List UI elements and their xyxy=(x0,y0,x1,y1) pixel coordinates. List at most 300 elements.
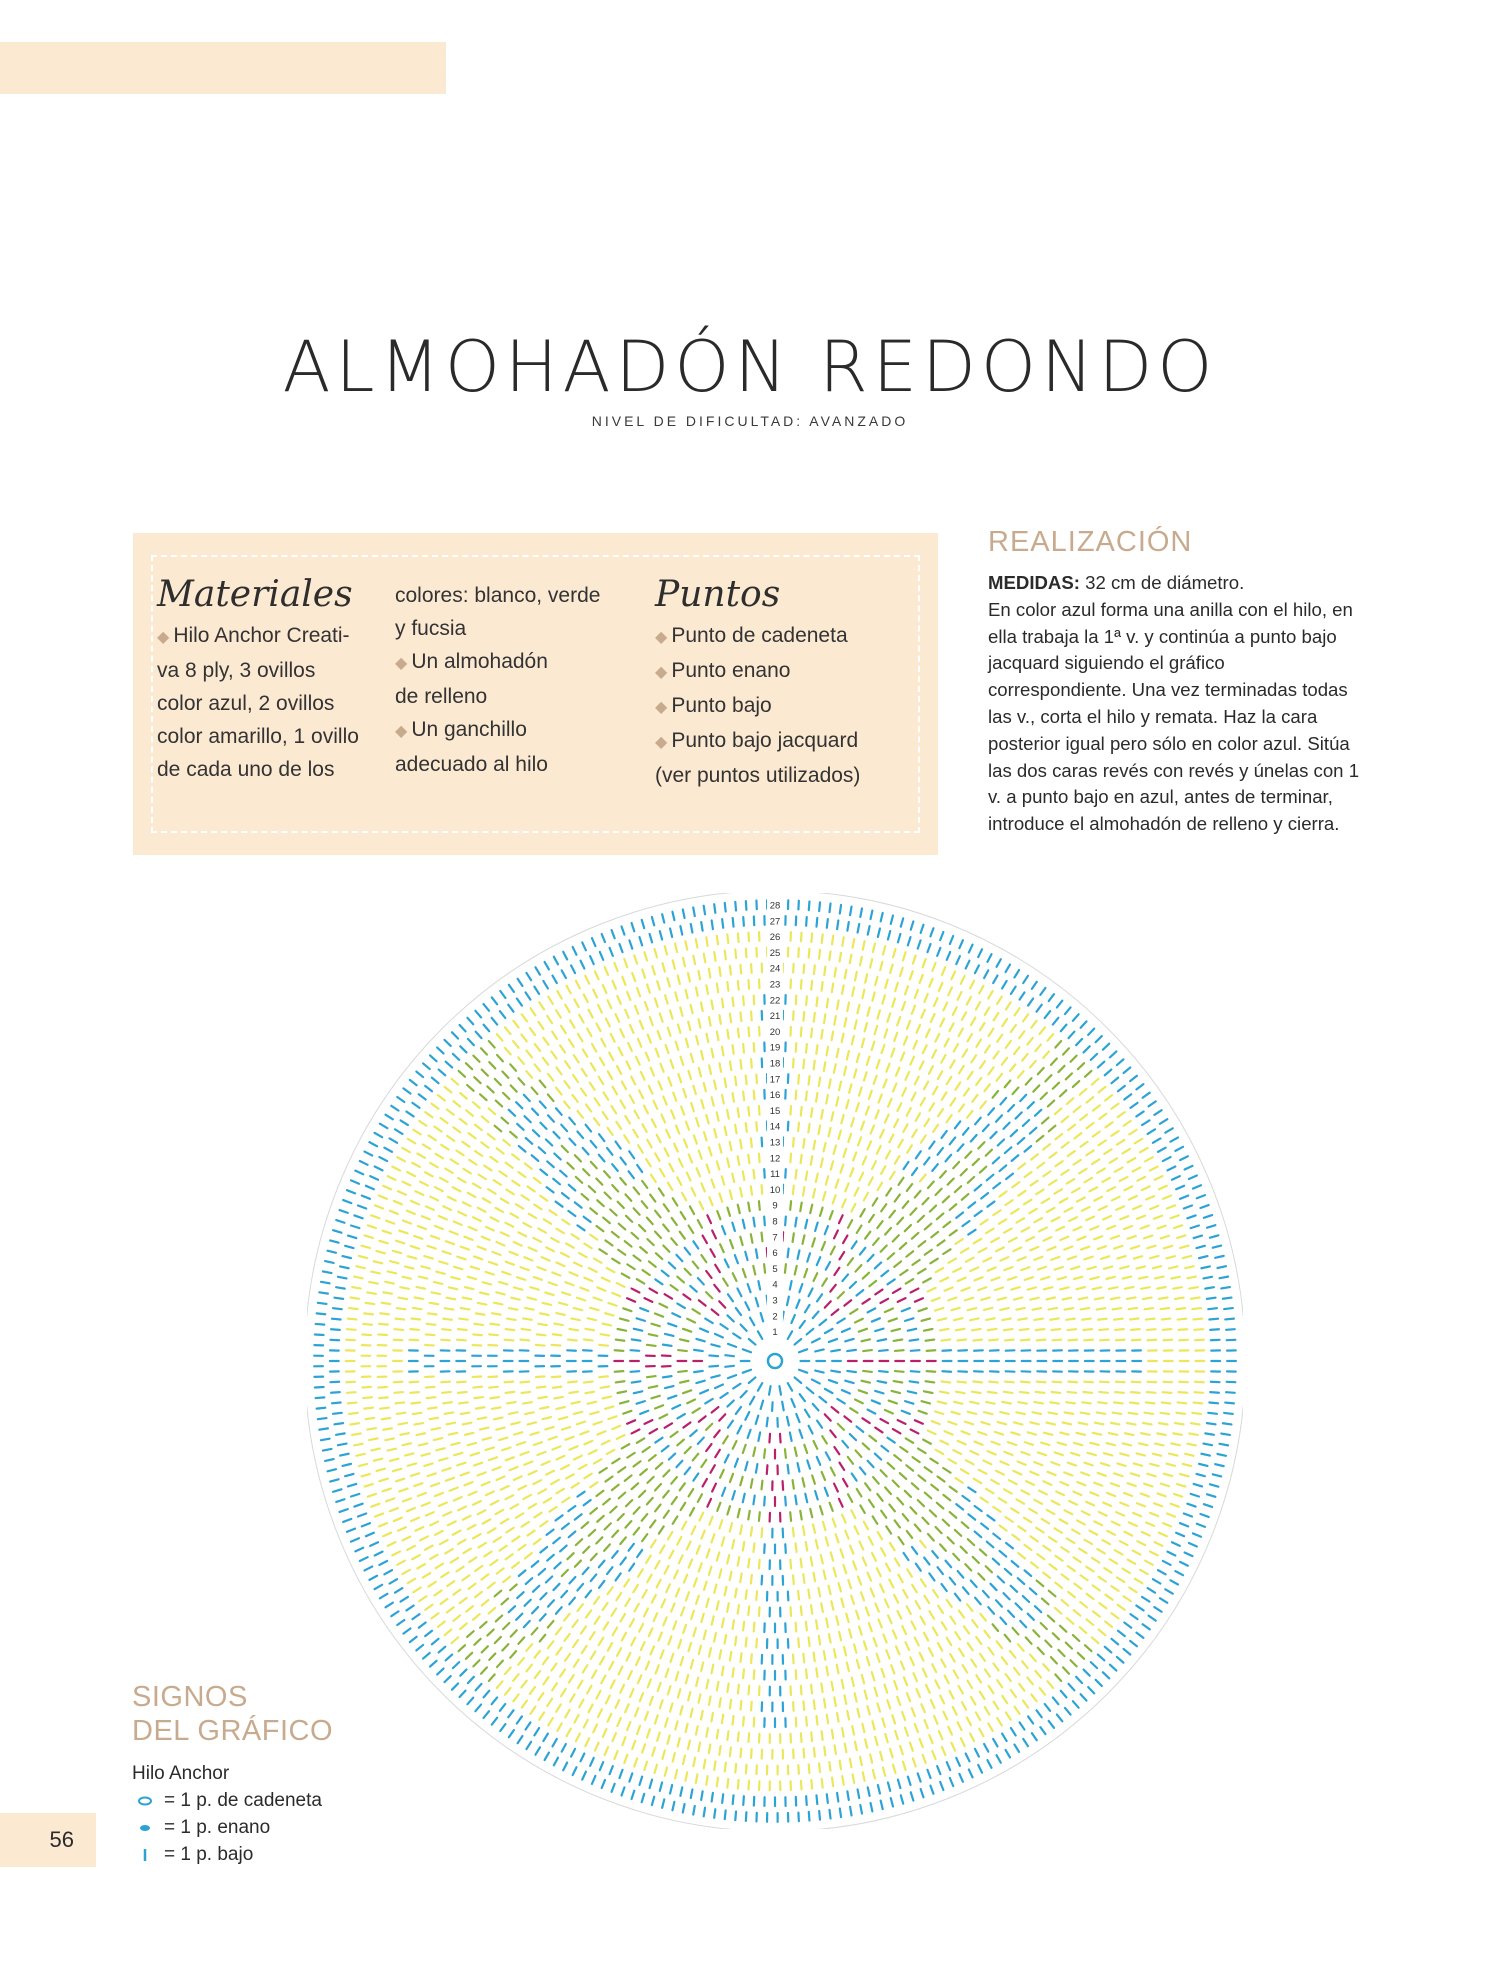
stitch-mark xyxy=(795,1377,802,1383)
stitch-mark xyxy=(888,1463,894,1469)
stitch-mark xyxy=(901,1661,904,1669)
stitch-mark xyxy=(788,1465,789,1474)
stitch-mark xyxy=(973,1340,982,1341)
stitch-mark xyxy=(500,1011,505,1018)
stitch-mark xyxy=(532,1155,539,1161)
stitch-mark xyxy=(719,1746,720,1755)
stitch-mark xyxy=(383,1231,391,1234)
stitch-mark xyxy=(712,1097,714,1105)
stitch-mark xyxy=(579,1015,583,1023)
stitch-mark xyxy=(1005,1382,1014,1383)
stitch-mark xyxy=(637,1165,642,1172)
stitch-mark xyxy=(540,1196,547,1201)
stitch-mark xyxy=(709,1648,711,1656)
stitch-mark xyxy=(622,977,625,985)
stitch-mark xyxy=(1164,1474,1172,1476)
stitch-mark xyxy=(441,1599,448,1604)
stitch-mark xyxy=(557,1456,565,1460)
stitch-mark xyxy=(1049,1564,1056,1569)
stitch-mark xyxy=(1042,1199,1049,1203)
stitch-mark xyxy=(1128,1560,1136,1564)
stitch-mark xyxy=(698,1494,702,1502)
stitch-mark xyxy=(933,1087,937,1094)
stitch-mark xyxy=(1180,1246,1188,1248)
stitch-mark xyxy=(447,1423,456,1425)
stitch-mark xyxy=(343,1256,351,1258)
stitch-mark xyxy=(741,1325,747,1331)
stitch-mark xyxy=(1032,1733,1037,1740)
stitch-mark xyxy=(826,1619,828,1628)
stitch-mark xyxy=(719,1698,720,1707)
stitch-mark xyxy=(632,923,635,931)
stitch-mark xyxy=(943,1222,950,1227)
stitch-mark xyxy=(830,1285,835,1292)
stitch-mark xyxy=(1104,1568,1111,1573)
stitch-mark xyxy=(584,1278,592,1281)
stitch-mark xyxy=(665,1334,673,1336)
stitch-mark xyxy=(706,1728,708,1737)
stitch-mark xyxy=(965,1152,971,1158)
stitch-mark xyxy=(998,1139,1004,1145)
stitch-mark xyxy=(832,1682,834,1691)
stitch-mark xyxy=(793,1059,794,1068)
stitch-mark xyxy=(840,905,841,914)
stitch-mark xyxy=(947,1077,952,1084)
stitch-mark xyxy=(868,1787,870,1795)
stitch-mark xyxy=(824,1747,825,1756)
stitch-mark xyxy=(347,1529,355,1532)
stitch-mark xyxy=(970,1402,979,1404)
stitch-mark xyxy=(896,1646,899,1654)
stitch-mark xyxy=(625,1521,631,1527)
stitch-mark xyxy=(767,1418,768,1427)
stitch-mark xyxy=(1139,1277,1147,1279)
stitch-mark xyxy=(733,1273,737,1281)
stitch-mark xyxy=(554,1397,563,1398)
stitch-mark xyxy=(879,1350,888,1351)
stitch-mark xyxy=(637,1318,645,1321)
stitch-mark xyxy=(867,1706,869,1714)
stitch-mark xyxy=(592,938,595,946)
stitch-mark xyxy=(838,1583,840,1591)
stitch-mark xyxy=(714,1285,719,1292)
stitch-mark xyxy=(1129,1588,1136,1593)
stitch-mark xyxy=(546,1139,552,1145)
stitch-mark xyxy=(732,1540,734,1548)
stitch-mark xyxy=(1076,1039,1082,1045)
stitch-mark xyxy=(1135,1579,1142,1583)
stitch-mark xyxy=(822,1472,825,1480)
stitch-mark xyxy=(1111,1236,1119,1239)
stitch-mark xyxy=(642,1181,647,1188)
stitch-mark xyxy=(1163,1561,1171,1565)
stitch-mark xyxy=(584,1217,591,1222)
stitch-mark xyxy=(975,1211,982,1216)
stitch-mark xyxy=(1107,1187,1115,1191)
stitch-mark xyxy=(1038,1068,1044,1074)
stitch-mark xyxy=(1049,1126,1056,1132)
stitch-mark xyxy=(727,1506,730,1514)
stitch-mark xyxy=(851,1118,854,1126)
stitch-mark xyxy=(883,1079,886,1087)
stitch-mark xyxy=(619,1048,623,1056)
stitch-mark xyxy=(626,1216,632,1222)
stitch-mark xyxy=(968,1177,974,1183)
stitch-mark xyxy=(391,1611,398,1616)
stitch-mark xyxy=(826,1262,830,1270)
stitch-mark xyxy=(589,1010,593,1018)
stitch-mark xyxy=(609,1662,613,1670)
stitch-mark xyxy=(457,1340,466,1341)
stitch-mark xyxy=(1056,1227,1064,1231)
stitch-mark xyxy=(1044,1433,1052,1435)
stitch-mark xyxy=(1069,1032,1075,1038)
stitch-mark xyxy=(518,1078,524,1084)
stitch-mark xyxy=(1077,1433,1085,1435)
stitch-mark xyxy=(1002,1019,1007,1026)
stitch-mark xyxy=(991,1277,999,1280)
stitch-mark xyxy=(1083,1392,1092,1393)
stitch-mark xyxy=(529,1504,536,1508)
stitch-mark xyxy=(733,997,734,1006)
stitch-mark xyxy=(894,1119,898,1127)
stitch-mark xyxy=(489,1654,495,1660)
stitch-mark xyxy=(693,1454,699,1461)
stitch-mark xyxy=(647,1498,653,1504)
stitch-mark xyxy=(379,1397,388,1398)
stitch-mark xyxy=(526,1665,531,1672)
materials-line: ◆ Un almohadón xyxy=(395,650,548,673)
stitch-mark xyxy=(1133,1167,1141,1171)
stitch-mark xyxy=(683,1294,690,1299)
stitch-mark xyxy=(803,1701,804,1710)
stitch-mark xyxy=(837,1793,838,1802)
stitch-mark xyxy=(924,1082,928,1090)
stitch-mark xyxy=(650,1697,653,1705)
stitch-mark xyxy=(1080,1627,1087,1633)
stitch-mark xyxy=(647,1218,653,1224)
stitch-mark xyxy=(443,1512,451,1516)
stitch-mark xyxy=(512,1154,519,1159)
stitch-mark xyxy=(397,1097,404,1102)
stitch-mark xyxy=(647,1575,651,1583)
stitch-mark xyxy=(460,1046,466,1052)
stitch-mark xyxy=(1043,1171,1050,1176)
stitch-mark xyxy=(463,1202,471,1206)
stitch-mark xyxy=(1030,1061,1036,1068)
stitch-mark xyxy=(557,1263,565,1267)
stitch-mark xyxy=(628,1671,632,1679)
stitch-mark xyxy=(453,1054,459,1060)
stitch-mark xyxy=(1139,1443,1147,1445)
stitch-mark xyxy=(748,1284,751,1292)
stitch-mark xyxy=(547,1016,552,1023)
stitch-mark xyxy=(655,1765,657,1773)
stitch-mark xyxy=(359,1464,367,1466)
stitch-mark xyxy=(492,1018,498,1025)
stitch-mark xyxy=(994,1013,999,1020)
stitch-mark xyxy=(1183,1464,1191,1466)
stitch-mark xyxy=(895,1350,904,1351)
stitch-mark xyxy=(1074,1160,1081,1165)
stitch-mark xyxy=(862,1675,864,1683)
stitch-mark xyxy=(980,1654,985,1661)
stitch-mark xyxy=(701,1711,703,1720)
stitch-mark xyxy=(877,1568,881,1576)
stitch-mark xyxy=(805,1305,810,1312)
stitch-mark xyxy=(384,1570,392,1574)
stitch-mark xyxy=(1068,1125,1075,1130)
stitch-mark xyxy=(1002,1696,1007,1703)
stitch-mark xyxy=(510,1584,517,1590)
stitch-mark xyxy=(532,1561,539,1567)
stitch-mark xyxy=(905,1491,911,1497)
stitch-mark xyxy=(843,1565,846,1573)
stitch-mark xyxy=(950,1578,955,1585)
stitch-mark xyxy=(921,1789,924,1797)
stitch-mark xyxy=(459,1645,465,1651)
stitch-mark xyxy=(989,1340,998,1341)
stitch-mark xyxy=(1099,1140,1106,1145)
stitch-mark xyxy=(545,1293,553,1295)
stitch-mark xyxy=(439,1503,447,1506)
stitch-mark xyxy=(709,1355,718,1356)
stitch-mark xyxy=(732,1223,735,1231)
stitch-mark xyxy=(632,1381,641,1382)
stitch-mark xyxy=(596,1691,600,1699)
stitch-mark xyxy=(727,1315,733,1321)
stitch-mark xyxy=(873,944,875,952)
stitch-mark xyxy=(1037,1163,1044,1168)
stitch-mark xyxy=(819,1763,820,1772)
round-label: 27 xyxy=(769,916,781,928)
stitch-mark xyxy=(987,954,991,962)
stitch-mark xyxy=(696,1381,704,1383)
stitch-mark xyxy=(348,1403,357,1404)
stitch-mark xyxy=(751,1749,752,1758)
stitch-mark xyxy=(1124,1226,1132,1229)
stitch-mark xyxy=(590,1482,597,1487)
stitch-mark xyxy=(662,963,664,971)
stitch-mark xyxy=(678,1689,680,1697)
stitch-mark xyxy=(1000,1257,1008,1261)
stitch-mark xyxy=(827,1794,828,1803)
stitch-mark xyxy=(1077,1482,1085,1485)
stitch-mark xyxy=(701,1791,702,1800)
stitch-mark xyxy=(706,1115,708,1123)
top-color-band xyxy=(0,42,446,94)
stitch-mark xyxy=(484,1552,491,1557)
stitch-mark xyxy=(902,1002,905,1010)
stitch-mark xyxy=(802,1235,804,1243)
stitch-mark xyxy=(842,1515,845,1523)
stitch-mark xyxy=(683,1804,685,1813)
stitch-mark xyxy=(889,1401,897,1404)
stitch-mark xyxy=(1178,1402,1187,1403)
stitch-mark xyxy=(940,1782,943,1790)
stitch-mark xyxy=(821,1603,823,1612)
stitch-mark xyxy=(1150,1464,1158,1466)
stitch-mark xyxy=(1224,1413,1233,1414)
stitch-mark xyxy=(907,1145,912,1152)
stitch-mark xyxy=(634,1391,642,1393)
stitch-mark xyxy=(1043,1144,1050,1149)
stitch-mark xyxy=(398,1298,407,1299)
stitch-mark xyxy=(454,1267,462,1269)
stitch-mark xyxy=(685,1248,690,1255)
stitch-mark xyxy=(806,1542,807,1551)
stitch-mark xyxy=(535,1044,540,1051)
stitch-mark xyxy=(374,1261,382,1263)
stitch-mark xyxy=(915,1525,921,1532)
stitch-mark xyxy=(1118,1605,1125,1610)
stitch-mark xyxy=(704,1132,707,1140)
stitch-mark xyxy=(1150,1206,1158,1209)
stitch-mark xyxy=(903,1201,909,1208)
stitch-mark xyxy=(965,1298,973,1301)
difficulty-level: NIVEL DE DIFICULTAD: AVANZADO xyxy=(591,413,909,429)
stitch-mark xyxy=(1037,1340,1046,1341)
stitch-mark xyxy=(988,1392,997,1393)
stitch-mark xyxy=(957,1382,966,1383)
stitch-mark xyxy=(690,1508,694,1516)
stitch-mark xyxy=(530,1028,535,1035)
stitch-mark xyxy=(850,1309,857,1314)
stitch-mark xyxy=(403,1443,411,1445)
stitch-mark xyxy=(1052,1329,1061,1330)
stitch-mark xyxy=(984,1631,989,1638)
stitch-mark xyxy=(902,1411,910,1414)
stitch-mark xyxy=(881,1446,888,1451)
stitch-mark xyxy=(1129,1413,1138,1414)
stitch-mark xyxy=(806,917,807,926)
stitch-mark xyxy=(816,1093,817,1102)
stitch-mark xyxy=(1068,1592,1075,1597)
diamond-bullet-icon: ◆ xyxy=(395,723,408,740)
stitch-mark xyxy=(434,1438,442,1440)
stitch-mark xyxy=(1194,1329,1203,1330)
stitch-mark xyxy=(534,1442,542,1445)
stitch-mark xyxy=(642,1590,646,1598)
stitch-mark xyxy=(860,908,862,917)
stitch-mark xyxy=(632,1741,635,1749)
stitch-mark xyxy=(547,1555,554,1561)
stitch-mark xyxy=(1100,1382,1109,1383)
stitch-mark xyxy=(535,1064,540,1071)
stitch-mark xyxy=(1149,1616,1156,1621)
stitch-mark xyxy=(360,1557,368,1561)
stitch-mark xyxy=(579,1253,587,1257)
stitch-mark xyxy=(803,1060,804,1069)
stitch-mark xyxy=(963,1587,969,1594)
stitch-mark xyxy=(1036,1710,1041,1717)
stitch-mark xyxy=(1045,1011,1050,1018)
stitch-mark xyxy=(1082,1511,1090,1515)
stitch-mark xyxy=(484,1711,489,1718)
stitch-mark xyxy=(845,1381,853,1383)
stitch-mark xyxy=(655,1313,663,1316)
stitch-mark xyxy=(720,1393,727,1398)
stitch-mark xyxy=(908,1391,916,1393)
stitch-mark xyxy=(495,1126,502,1132)
stitch-mark xyxy=(609,1053,613,1061)
stitch-mark xyxy=(834,1568,836,1576)
stitch-mark xyxy=(530,1008,535,1015)
stitch-mark xyxy=(826,1537,828,1545)
stitch-mark xyxy=(920,1739,923,1747)
stitch-mark xyxy=(1129,1522,1137,1526)
stitch-mark xyxy=(691,924,693,933)
stitch-mark xyxy=(725,1455,729,1463)
stitch-mark xyxy=(625,1241,632,1246)
stitch-mark xyxy=(630,1619,634,1627)
stitch-mark xyxy=(895,1731,898,1739)
stitch-mark xyxy=(933,1125,938,1132)
stitch-mark xyxy=(937,1766,940,1774)
stitch-mark xyxy=(606,1019,610,1027)
stitch-mark xyxy=(459,1402,468,1403)
stitch-mark xyxy=(478,1510,486,1514)
stitch-mark xyxy=(686,1592,689,1600)
stitch-mark xyxy=(827,1715,828,1724)
stitch-mark xyxy=(1191,1423,1200,1424)
stitch-mark xyxy=(875,1454,881,1460)
stitch-mark xyxy=(882,995,885,1003)
stitch-mark xyxy=(497,1568,504,1573)
stitch-mark xyxy=(543,981,548,988)
stitch-mark xyxy=(622,1633,626,1641)
stitch-mark xyxy=(506,1495,514,1499)
stitch-mark xyxy=(1120,1177,1128,1181)
stitch-mark xyxy=(600,1762,603,1770)
stitch-mark xyxy=(1142,1186,1150,1190)
stitch-mark xyxy=(530,1432,538,1435)
stitch-mark xyxy=(1092,1159,1099,1164)
stitch-mark xyxy=(1085,1645,1091,1651)
stitch-mark xyxy=(355,1171,363,1175)
stitch-mark xyxy=(701,1100,703,1108)
stitch-mark xyxy=(929,1648,933,1656)
stitch-mark xyxy=(967,1604,972,1611)
stitch-mark xyxy=(583,1049,588,1056)
stitch-mark xyxy=(999,1498,1006,1503)
stitch-mark xyxy=(1016,1499,1024,1503)
stitch-mark xyxy=(461,1472,469,1475)
stitch-mark xyxy=(1034,1319,1043,1320)
stitch-mark xyxy=(536,1376,545,1377)
stitch-mark xyxy=(446,1478,454,1481)
stitch-mark xyxy=(868,1410,876,1414)
stitch-mark xyxy=(722,1667,723,1676)
stitch-mark xyxy=(877,1494,882,1501)
stitch-mark xyxy=(663,1470,669,1476)
stitch-mark xyxy=(900,1447,907,1452)
stitch-mark xyxy=(1020,1392,1029,1393)
stitch-mark xyxy=(340,1509,348,1512)
stitch-mark xyxy=(489,1387,498,1388)
stitch-mark xyxy=(534,1728,539,1735)
stitch-mark xyxy=(540,1313,549,1315)
stitch-mark xyxy=(857,1005,859,1013)
stitch-mark xyxy=(893,1429,901,1433)
stitch-mark xyxy=(1049,1412,1058,1414)
stitch-mark xyxy=(1109,1287,1117,1289)
stitch-mark xyxy=(730,1572,732,1581)
stitch-mark xyxy=(1110,1665,1116,1671)
stitch-mark xyxy=(1173,1433,1182,1435)
stitch-mark xyxy=(915,1298,923,1301)
stitch-mark xyxy=(616,1142,621,1149)
